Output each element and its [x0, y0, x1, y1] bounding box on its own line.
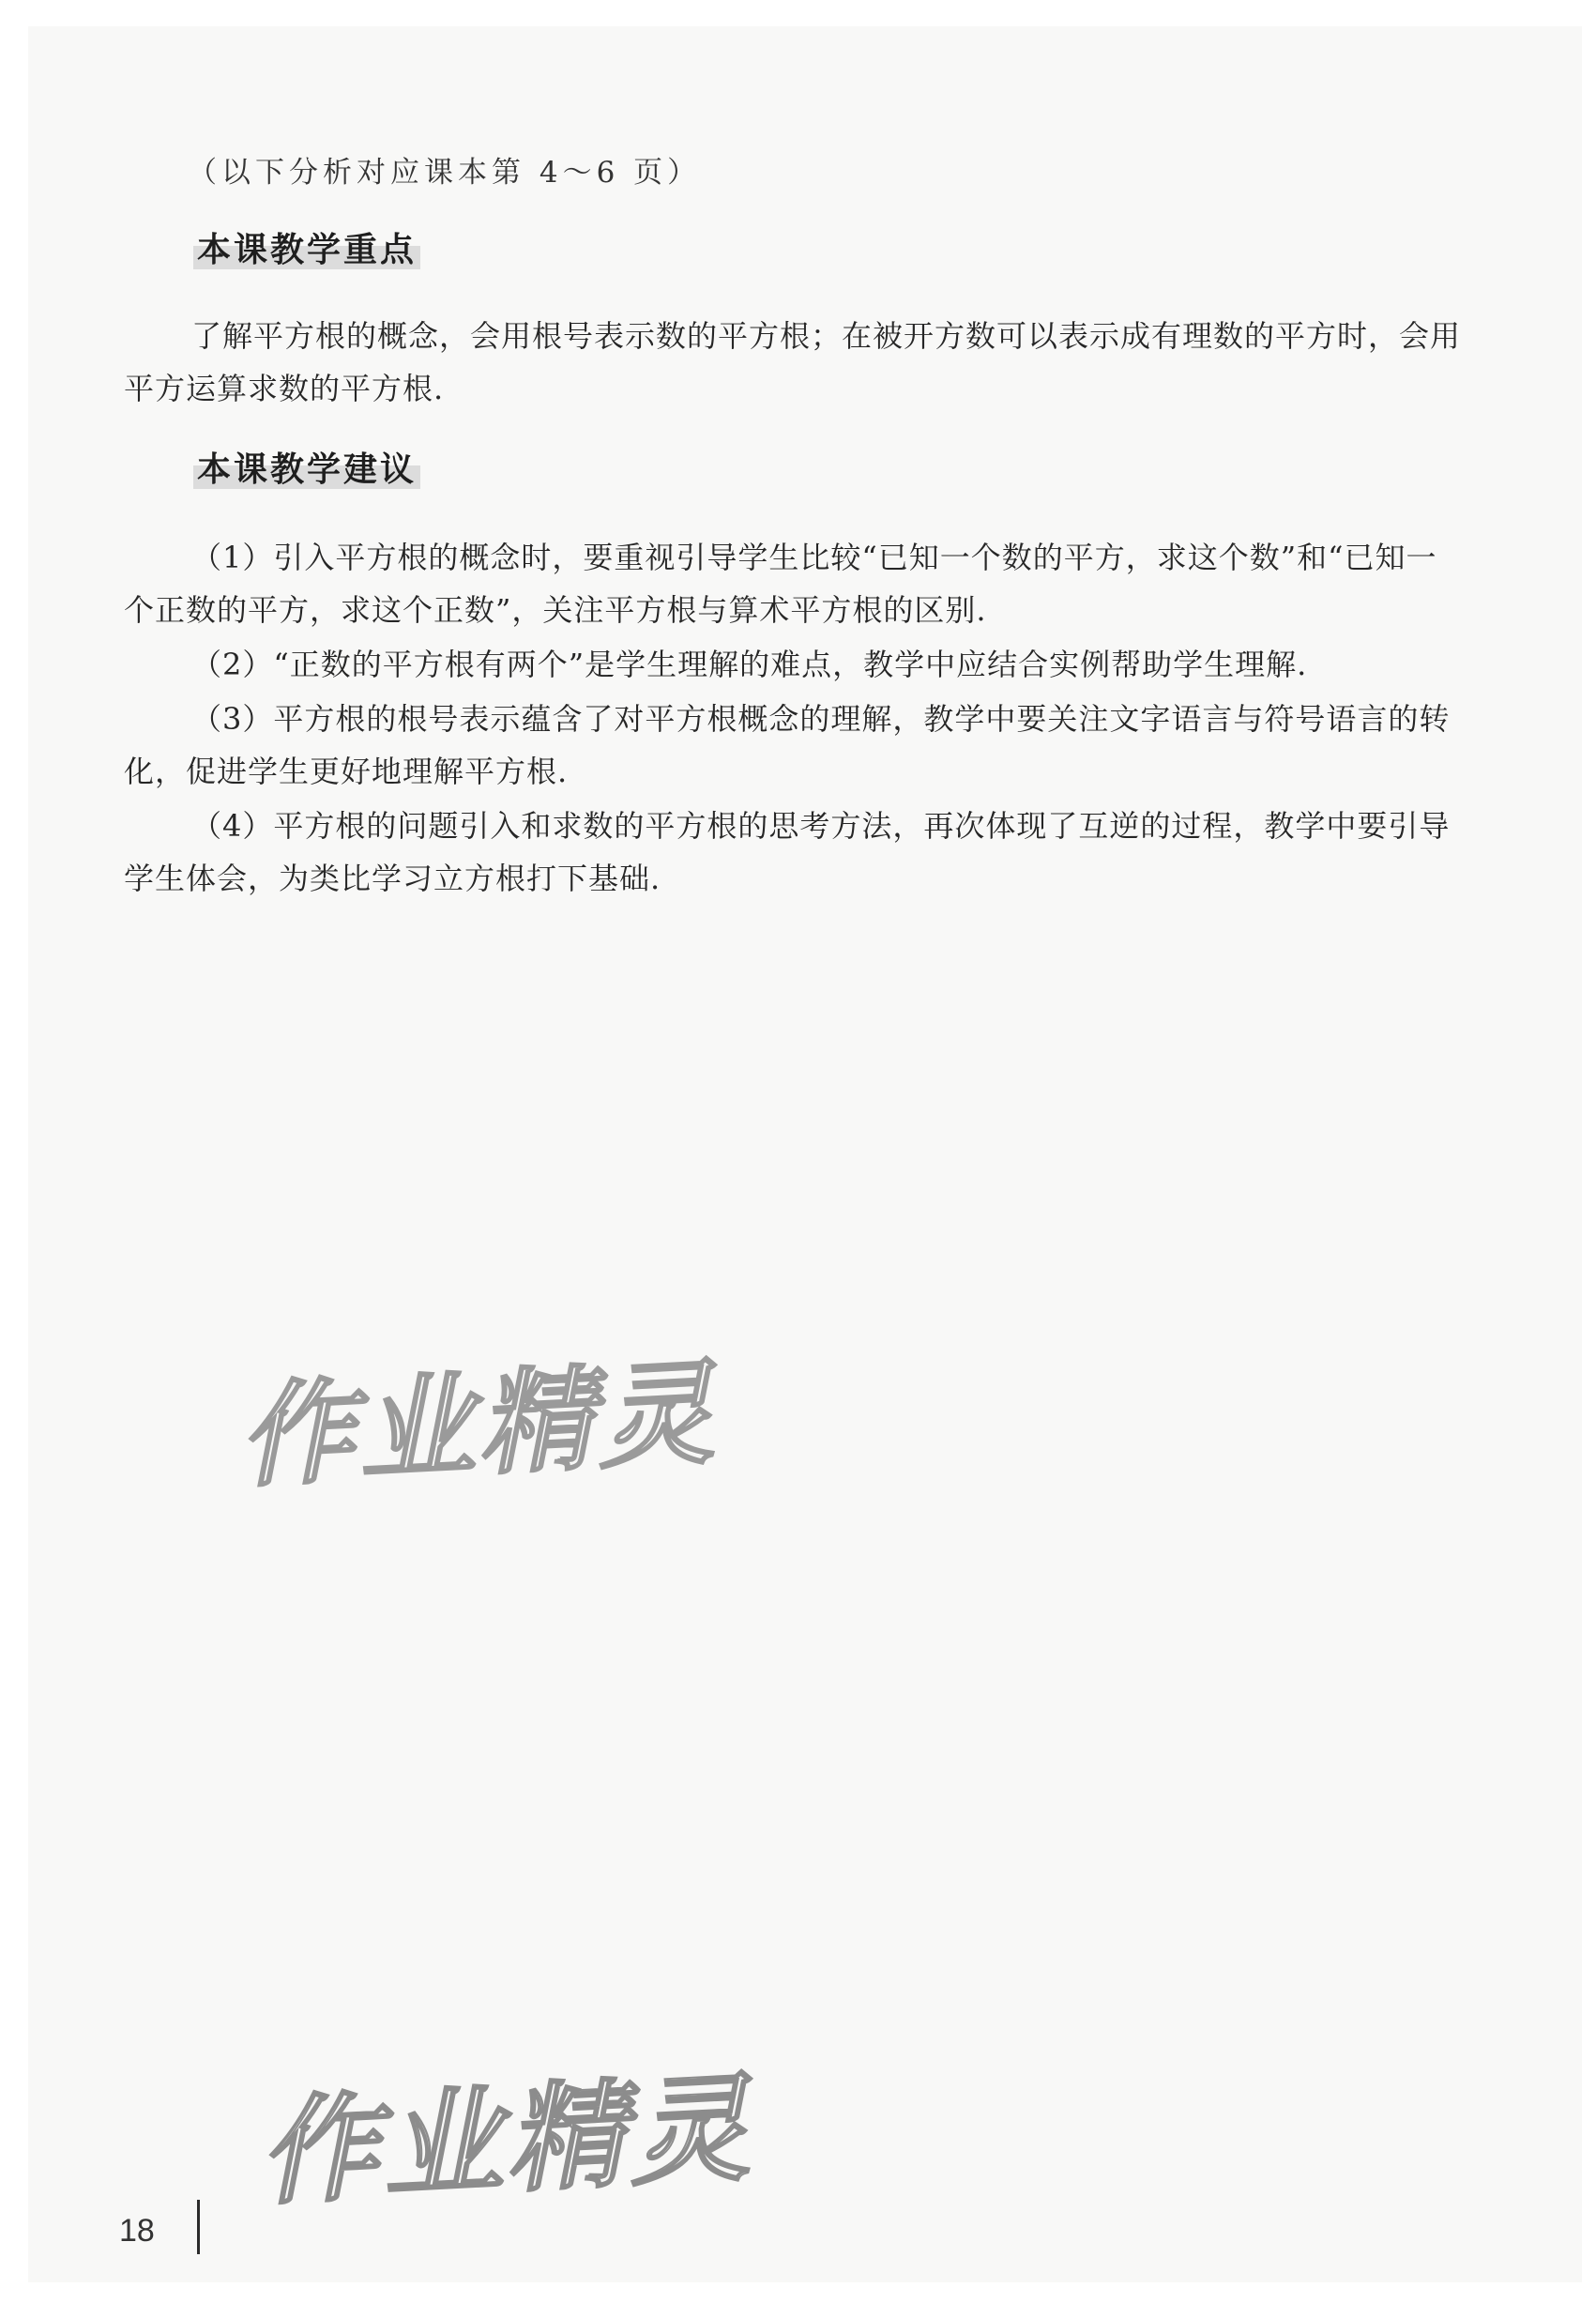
advice-item-2: （2）“正数的平方根有两个”是学生理解的难点，教学中应结合实例帮助学生理解. — [191, 647, 1308, 682]
source-note: （以下分析对应课本第 4～6 页） — [188, 156, 702, 190]
watermark: 作业精灵 — [236, 1345, 740, 1504]
section-heading-advice: 本课教学建议 — [193, 443, 420, 493]
section-heading-focus: 本课教学重点 — [193, 223, 420, 273]
advice-list — [124, 531, 1466, 907]
page-number-divider — [197, 2200, 200, 2254]
focus-paragraph — [124, 310, 1466, 415]
advice-item-1: （1）引入平方根的概念时，要重视引导学生比较“已知一个数的平方，求这个数”和“已知一个正数的平方，求这个正数”，关注平方根与算术平方根的区别. — [124, 540, 1437, 628]
advice-item-3: （3）平方根的根号表示蕴含了对平方根概念的理解，教学中要关注文字语言与符号语言的转化，促进学生更好地理解平方根. — [124, 701, 1451, 789]
focus-text: 了解平方根的概念，会用根号表示数的平方根；在被开方数可以表示成有理数的平方时，会用平方运算求数的平方根. — [124, 318, 1462, 406]
watermark: 作业精灵 — [255, 2058, 777, 2222]
page-number: 18 — [119, 2213, 155, 2249]
advice-item-4: （4）平方根的问题引入和求数的平方根的思考方法，再次体现了互逆的过程，教学中要引导学生体会，为类比学习立方根打下基础. — [124, 808, 1451, 896]
